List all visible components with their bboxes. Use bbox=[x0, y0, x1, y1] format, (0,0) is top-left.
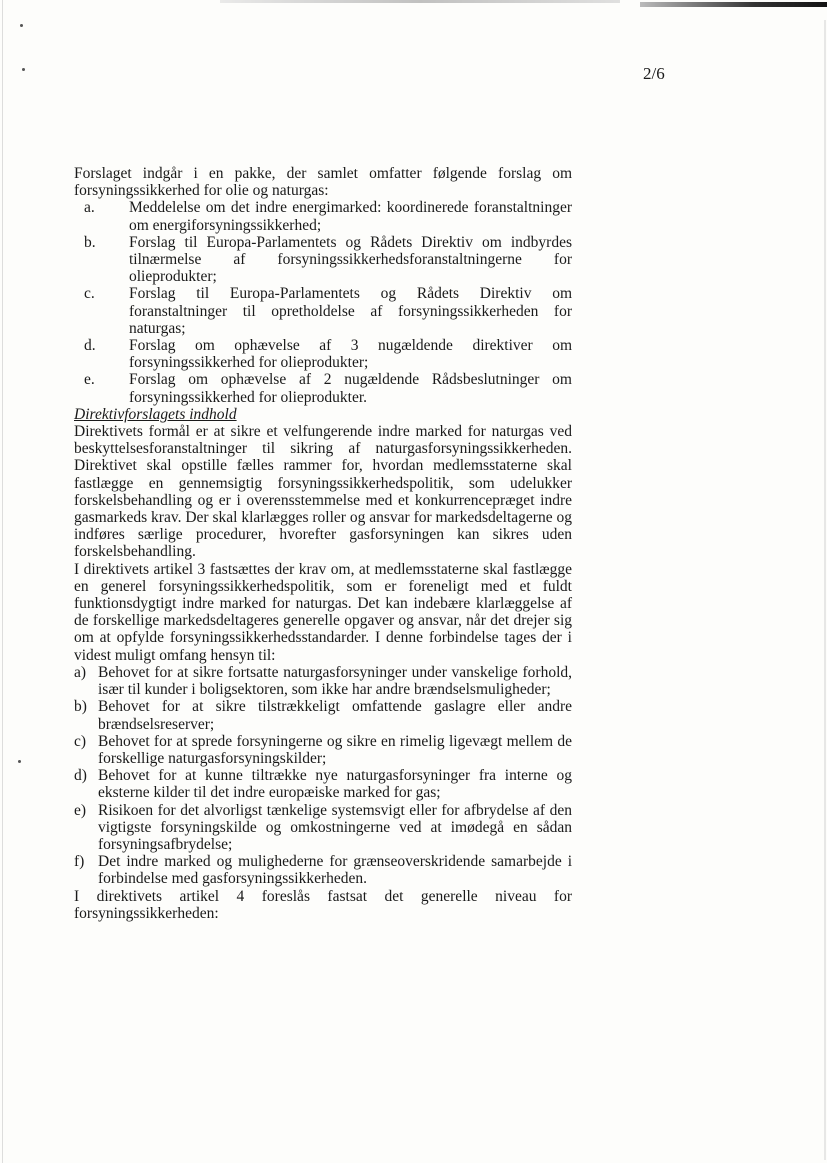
list-item: b. Forslag til Europa-Parlamentets og Rådets Direktiv om indbyrdes tilnærmelse af forsyningssikkerhedsforanstaltningerne for olieprodukter; bbox=[84, 233, 572, 286]
list-item: c) Behovet for at sprede forsyningerne og sikre en rimelig ligevægt mellem de forskellige naturgasforsyningskilder; bbox=[74, 732, 572, 767]
scan-artifact-top-right bbox=[640, 2, 827, 7]
scan-speck bbox=[22, 68, 25, 71]
scan-speck bbox=[18, 760, 21, 763]
scan-artifact-top bbox=[220, 0, 620, 3]
list-item: e) Risikoen for det alvorligst tænkelige systemsvigt eller for afbrydelse af den vigtigste forsyningskilde og omkostningerne ved at imødegå en sådan forsyningsafbrydelse; bbox=[74, 801, 572, 853]
list-item: d. Forslag om ophævelse af 3 nugældende direktiver om forsyningssikkerhed for olieprodukter; bbox=[84, 337, 572, 372]
document-body bbox=[74, 165, 572, 922]
scan-artifact-left-edge bbox=[2, 0, 3, 1163]
list-item: a. Meddelelse om det indre energimarked: koordinerede foranstaltninger om energiforsyningssikkerhed; bbox=[84, 199, 572, 234]
scan-speck bbox=[20, 24, 23, 27]
considerations-list bbox=[74, 664, 572, 888]
section-heading: Direktivforslagets indhold bbox=[74, 405, 237, 423]
scan-artifact-right-edge bbox=[824, 20, 826, 1160]
proposal-list bbox=[74, 199, 572, 405]
list-item: f) Det indre marked og mulighederne for grænseoverskridende samarbejde i forbindelse med gasforsyningssikkerheden. bbox=[74, 853, 572, 888]
article-4-paragraph: I direktivets artikel 4 foreslås fastsat det generelle niveau for forsyningssikkerheden: bbox=[74, 887, 572, 922]
article-3-paragraph: I direktivets artikel 3 fastsættes der krav om, at medlemsstaterne skal fastlægge en generel forsyningssikkerhedspolitik, som er foreneligt med et fuldt funktionsdygtigt indre marked for naturgas. Det kan indebære klarlæggelse af de forskellige markedsdeltageres generelle opgaver og ansvar, når det drejer sig om at opfylde forsyningssikkerhedsstandarder. I denne forbindelse tages der i videst muligt omfang hensyn til: bbox=[74, 560, 572, 664]
intro-paragraph: Forslaget indgår i en pakke, der samlet omfatter følgende forslag om forsyningssikkerhed for olie og naturgas: bbox=[74, 165, 572, 200]
list-item: a) Behovet for at sikre fortsatte naturgasforsyninger under vanskelige forhold, især til kunder i boligsektoren, som ikke har andre brændselsmuligheder; bbox=[74, 663, 572, 699]
list-item: d) Behovet for at kunne tiltrække nye naturgasforsyninger fra interne og eksterne kilder til det indre europæiske marked for gas; bbox=[74, 767, 572, 802]
page-number: 2/6 bbox=[643, 64, 665, 83]
list-item: c. Forslag til Europa-Parlamentets og Rådets Direktiv om foranstaltninger til opretholdelse af forsyningssikkerheden for naturgas; bbox=[84, 285, 572, 337]
list-item: b) Behovet for at sikre tilstrækkeligt omfattende gaslagre eller andre brændselsreserver; bbox=[74, 698, 572, 733]
purpose-paragraph: Direktivets formål er at sikre et velfungerende indre marked for naturgas ved beskyttelsesforanstaltninger til sikring af naturgasforsyningssikkerheden. Direktivet skal opstille fælles rammer for, hvordan medlemsstaterne skal fastlægge en gennemsigtig forsyningssikkerhedspolitik, som udelukker forskelsbehandling og er i overensstemmelse med et konkurrencepræget indre gasmarkeds krav. Der skal klarlægges roller og ansvar for markedsdeltagerne og indføres særlige procedurer, hvorefter gasforsyningen kan sikres uden forskelsbehandling. bbox=[74, 423, 572, 561]
list-item: e. Forslag om ophævelse af 2 nugældende Rådsbeslutninger om forsyningssikkerhed for olieprodukter. bbox=[84, 371, 572, 406]
